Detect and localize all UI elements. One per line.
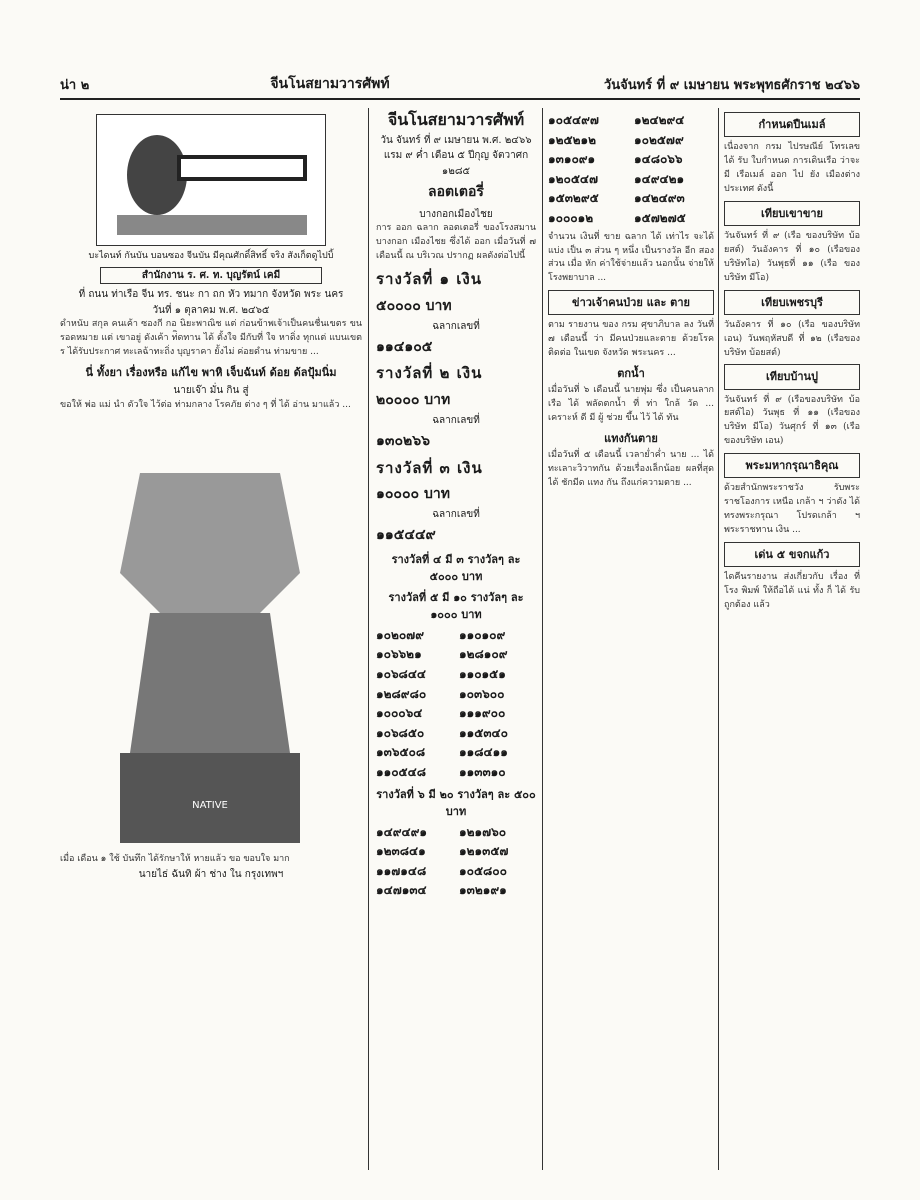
lottery-number: ๑๔๒๔๙๓: [634, 191, 685, 206]
lottery-number: ๑๓๖๕๐๘: [376, 745, 426, 760]
lottery-number: ๑๑๓๓๑๐: [459, 765, 506, 780]
advert-headline-2: นี่ ทั้งยา เรื่องหรือ แก้ไข พาหิ เจ็บฉันท์ ด้อย ด้ลปุ้มนิ่ม: [85, 366, 337, 380]
masthead-title: จีนโนสยามวารศัพท์: [270, 76, 390, 92]
column-lottery: [376, 108, 536, 1170]
advert-signature: นายไธ่ ฉันทิ ผ้า ช่าง ใน กรุงเทพฯ: [138, 868, 284, 880]
advert-caption: บะไดนท์ กันบัน บอนซอง จีนบัน มีคุณศักดิ์สิทธิ์ จริง สังเก็ตดูไปบิ้: [88, 251, 334, 261]
notice-heading-mail: กำหนดปืนเมล์: [724, 112, 860, 137]
advert-subhead: สำนักงาน ร. ศ. ท. บุญรัตน์ เคมี: [100, 267, 322, 285]
column-advertisement: [60, 108, 362, 1170]
lottery-number: ๑๐๖๘๕๐: [376, 725, 425, 740]
issue-meta-1: วัน จันทร์ ที่ ๙ เมษายน พ.ศ. ๒๔๖๖: [380, 134, 532, 146]
lottery-number: ๑๐๓๖๐๐: [459, 686, 505, 701]
lottery-number: ๑๐๒๕๗๙: [634, 132, 684, 147]
advert-body-2: ขอให้ พ่อ แม่ นำ ดัวใจ ไว้ต่อ ท่ามกลาง โรคภัย ต่าง ๆ ที่ ได้ อ่าน มาแล้ว ...: [60, 399, 351, 410]
advert-footer: เมื่อ เดือน ๑ ใช้ บันทึก ได้รักษาให้ หายแล้ว ขอ ขอบใจ มาก: [60, 853, 290, 864]
lottery-number: ๑๑๕๓๔๐: [459, 725, 508, 740]
lottery-title: ลอตเตอรี่: [428, 184, 484, 201]
notice-route-1-body: วันจันทร์ ที่ ๙ (เรือ ของบริษัท บ้อยสต์) วันอังคาร ที่ ๑๐ (เรือของบริษัทไอ) วันพุธที่ ๑๑ (เรือ ของบริษัท มีโอ): [724, 230, 860, 283]
prize-5-heading: รางวัลที่ ๕ มี ๑๐ รางวัลๆ ละ ๑๐๐๐ บาท: [388, 590, 524, 621]
lottery-number: ๑๒๘๙๘๐: [376, 686, 427, 701]
prize-3-heading: รางวัลที่ ๓ เงิน: [376, 458, 483, 477]
prize-6-numbers: [376, 823, 536, 900]
advert-byline: นายเจ๊า มั่น กิน สู่: [173, 385, 249, 397]
prize-1-amount: ๕๐๐๐๐ บาท: [376, 297, 452, 314]
lottery-number: ๑๓๒๑๙๑: [459, 883, 507, 898]
lottery-number: ๑๒๓๘๔๑: [376, 844, 426, 859]
notice-heading-route-1: เทียบเขาขาย: [724, 201, 860, 226]
paper-name: จีนโนสยามวารศัพท์: [387, 110, 525, 129]
lottery-number: ๑๐๒๐๗๙: [376, 627, 424, 642]
lottery-number: ๑๔๙๔๒๑: [634, 171, 685, 186]
advert-body: ดำหนับ สกุล คนเค้า ซองกี กอ นิยะพาณิช แต่ ก่อนข้าพเจ้าเป็นคนชื่นเขตร ขนรอดหมาย แต่ เขาอยู่ ดังเค้า ท่ิดทาน ได้ ตั้งใจ มีกับที่ ใจ หาดิ่ง ทุกแต่ แบนเขตร ได้รับประกาศ ทะเลฉ้าทะถิ่ง บุญราคา ยั้งไม่ ค่อยดำน ท่ามขาย ...: [60, 319, 362, 358]
prize-2-label: ฉลากเลขที่: [432, 415, 480, 427]
notice-route-2-body: วันอังคาร ที่ ๑๐ (เรือ ของบริษัท เอน) วันพฤหัสบดี ที่ ๑๒ (เรือของบริษัท บ้อยสต์): [724, 319, 860, 358]
lottery-number: ๑๐๕๘๐๐: [459, 863, 507, 878]
prize-6-heading: รางวัลที่ ๖ มี ๒๐ รางวัลๆ ละ ๕๐๐ บาท: [376, 787, 536, 818]
lottery-number: ๑๑๑๙๐๐: [459, 706, 506, 721]
prize-3-amount: ๑๐๐๐๐ บาท: [376, 485, 450, 502]
column-rule: [542, 108, 543, 1170]
notice-heading-route-2: เทียบเพชรบุรี: [724, 290, 860, 315]
column-rule: [368, 108, 369, 1170]
notice-last-body: ไดคีนรายงาน ส่งเกี่ยวกับ เรื่อง ที่ โรง พิมพ์ ให้ถือได้ แน่ ทั้ง ก็ ได้ รับ ถูกต้อง แล้ว: [724, 572, 860, 610]
news-heading-illness: ข่าวเจ้าคนป่วย และ ตาย: [548, 290, 714, 315]
prize-1-number: ๑๑๔๑๐๕: [376, 338, 433, 355]
lottery-number: ๑๐๖๘๔๔: [376, 667, 426, 682]
tiger-illustration: [60, 413, 360, 853]
prize-1-label: ฉลากเลขที่: [432, 321, 480, 333]
lottery-number: ๑๐๐๐๑๒: [548, 210, 594, 225]
svg-text:NATIVE: NATIVE: [192, 799, 228, 811]
prize-2-amount: ๒๐๐๐๐ บาท: [376, 391, 451, 408]
lottery-number: ๑๑๐๑๕๑: [459, 667, 506, 682]
lottery-number: ๑๔๙๔๙๑: [376, 824, 427, 839]
lottery-number: ๑๕๓๒๙๕: [548, 191, 599, 206]
lottery-subtitle: บางกอกเมืองไชย: [419, 208, 493, 220]
lottery-intro: การ ออก ฉลาก ลอตเตอรี่ ของโรงสมาน บางกอก เมืองไชย ซึ่งได้ ออก เมื่อวันที่ ๗ เดือนนี้ ณ บริเวณ ปรากฏ ผลดังต่อไปนี้: [376, 223, 536, 262]
lottery-number: ๑๒๕๒๑๒: [548, 132, 597, 147]
lottery-number: ๑๒๘๑๐๙: [459, 647, 508, 662]
lottery-number: ๑๒๑๓๕๗: [459, 844, 509, 859]
advertisement-illustration: [96, 114, 326, 246]
advert-date: วันที่ ๑ ตุลาคม พ.ศ. ๒๔๖๕: [152, 304, 270, 316]
prize-1-heading: รางวัลที่ ๑ เงิน: [376, 270, 482, 289]
notice-heading-last: เด่น ๕ ขจกแก้ว: [724, 542, 860, 567]
lottery-number: ๑๑๐๑๐๙: [459, 627, 506, 642]
lottery-number: ๑๑๐๕๔๘: [376, 765, 426, 780]
lottery-numbers-continued: [548, 111, 714, 228]
news-heading-stabbing: แทงกันตาย: [604, 432, 658, 446]
lottery-number: ๑๓๑๐๙๑: [548, 152, 596, 167]
column-news: [548, 108, 714, 1170]
lottery-number: ๑๐๐๐๖๔: [376, 706, 423, 721]
notice-royal-body: ด้วยสำนักพระราชวัง รับพระราชโองการ เหนือ เกล้า ฯ ว่าดัง ได้ทรงพระกรุณา โปรดเกล้า ฯ พระราชทาน เงิน ...: [724, 483, 860, 536]
advert-address: ที่ ถนน ท่าเรือ จีน ทร. ชนะ กา ถก หัว ทมาก จังหวัด พระ นคร: [78, 289, 344, 301]
lottery-number: ๑๑๘๔๑๑: [459, 745, 508, 760]
lottery-number: ๑๔๗๑๓๔: [376, 883, 427, 898]
issue-meta-2: แรม ๙ ค่ำ เดือน ๕ ปีกุญ จัตวาศก ๑๒๘๕: [383, 150, 529, 177]
lottery-number: ๑๑๗๑๔๘: [376, 863, 427, 878]
lottery-number: ๑๒๐๕๔๗: [548, 171, 599, 186]
page-number: น่า ๒: [60, 77, 90, 93]
column-rule: [718, 108, 719, 1170]
news-illness-body: ตาม รายงาน ของ กรม ศุขาภิบาล ลง วันที่ ๗ เดือนนี้ ว่า มีคนป่วยและตาย ด้วยโรคติดต่อ ในเขต จังหวัด พระนคร ...: [548, 320, 714, 359]
notice-route-3-body: วันจันทร์ ที่ ๙ (เรือของบริษัท บ้อยสต์ไอ) วันพุธ ที่ ๑๑ (เรือของบริษัท มีโอ) วันศุกร์ ที่ ๑๓ (เรือ ของบริษัท เอน): [724, 394, 860, 447]
prize-2-heading: รางวัลที่ ๒ เงิน: [376, 364, 483, 383]
prize-3-number: ๑๑๕๔๔๙: [376, 526, 436, 543]
news-stabbing-body: เมื่อวันที่ ๕ เดือนนี้ เวลาย่ำค่ำ นาย ... ได้ทะเลาะวิวาทกัน ด้วยเรื่องเล็กน้อย ผลที่สุด ได้ ชักมีด แทง กัน ถึงแก่ความตาย ...: [548, 450, 714, 488]
notice-heading-royal: พระมหากรุณาธิคุณ: [724, 453, 860, 478]
lottery-number: ๑๕๗๒๗๕: [634, 210, 686, 225]
page-header: [60, 70, 860, 100]
news-drowning-body: เมื่อวันที่ ๖ เดือนนี้ นายพุ่ม ซึ่ง เป็นคนลากเรือ ได้ พลัดตกน้ำ ที่ ท่า ใกล้ วัด ... เคราะห์ ดี มี ผู้ ช่วย ขึ้น ไว้ ได้ ทัน: [548, 385, 714, 424]
notice-heading-route-3: เทียบบ้านปู: [724, 364, 860, 389]
news-lottery-proceeds: จำนวน เงินที่ ขาย ฉลาก ได้ เท่าไร จะได้ แบ่ง เป็น ๓ ส่วน ๆ หนึ่ง เป็นรางวัล อีก สองส่วน เมื่อ หัก ค่าใช้จ่ายแล้ว นอกนั้น จ่ายให้โรงพยาบาล ...: [548, 231, 714, 284]
lottery-number: ๑๐๕๔๙๗: [548, 113, 599, 127]
lottery-number: ๑๐๖๖๒๑: [376, 647, 422, 662]
lottery-number: ๑๒๔๒๙๔: [634, 113, 685, 127]
prize-5-numbers: [376, 626, 536, 782]
lottery-number: ๑๔๘๐๖๖: [634, 152, 683, 167]
column-notices: [724, 108, 860, 1170]
issue-date: วันจันทร์ ที่ ๙ เมษายน พระพุทธศักราช ๒๔๖๖: [603, 77, 860, 93]
prize-3-label: ฉลากเลขที่: [432, 509, 480, 521]
lottery-number: ๑๒๑๗๖๐: [459, 824, 507, 839]
prize-4-heading: รางวัลที่ ๔ มี ๓ รางวัลๆ ละ ๕๐๐๐ บาท: [391, 552, 521, 583]
news-heading-drowning: ตกน้ำ: [617, 367, 645, 381]
prize-2-number: ๑๓๐๒๖๖: [376, 432, 431, 449]
notice-mail-body: เนื่องจาก กรม ไปรษณีย์ โทรเลข ได้ รับ ใบกำหนด การเดินเรือ ว่าจะมี เรือเมล์ ออก ไป ยัง เมืองต่างประเทศ ดังนี้: [724, 142, 860, 194]
